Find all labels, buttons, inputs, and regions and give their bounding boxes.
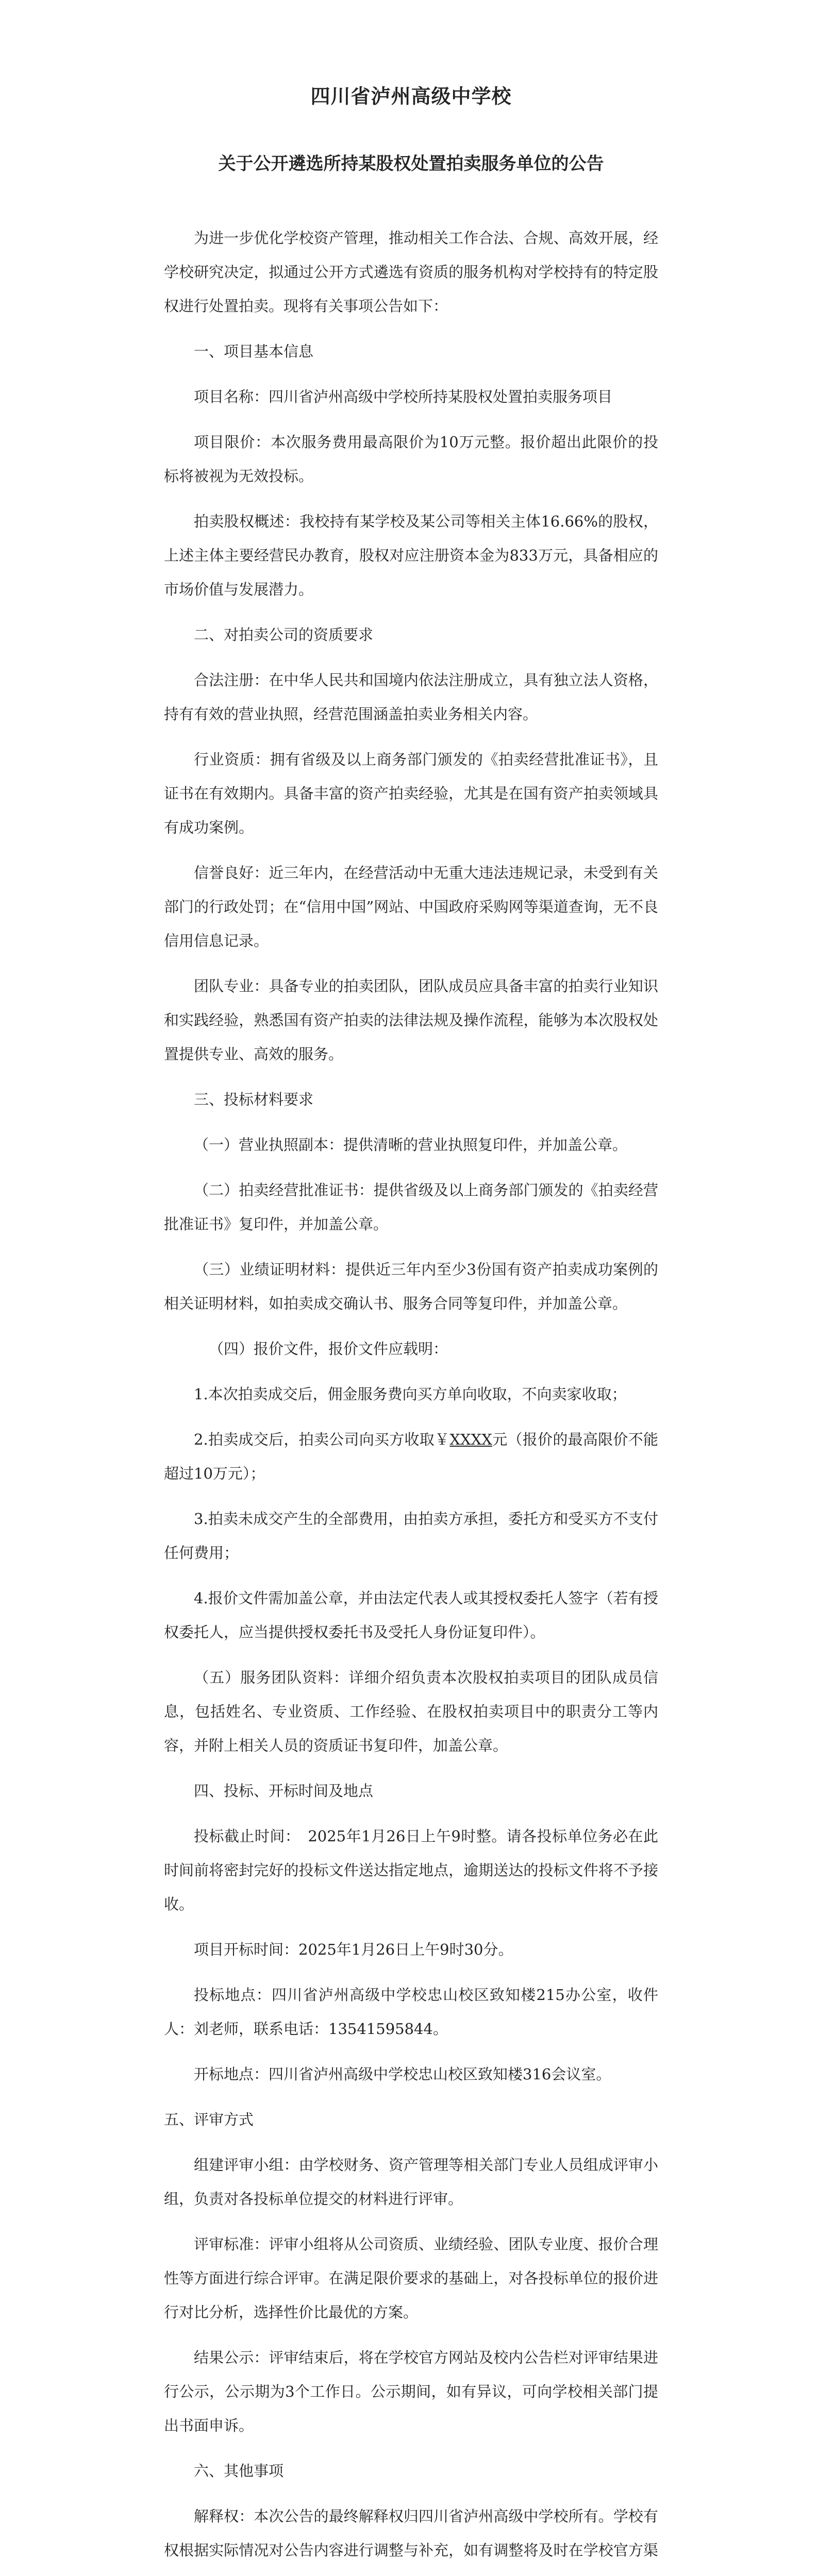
equity-overview: 拍卖股权概述：我校持有某学校及某公司等相关主体16.66%的股权，上述主体主要经营民办教育，股权对应注册资本金为833万元，具备相应的市场价值与发展潜力。 <box>164 512 658 598</box>
req-legal-registration: 合法注册：在中华人民共和国境内依法注册成立，具有独立法人资格，持有有效的营业执照，经营范围涵盖拍卖业务相关内容。 <box>164 671 658 723</box>
review-result-publicity: 结果公示：评审结束后，将在学校官方网站及校内公告栏对评审结果进行公示，公示期为3个工作日。公示期间，如有异议，可向学校相关部门提出书面申诉。 <box>164 2348 658 2434</box>
intro-paragraph: 为进一步优化学校资产管理，推动相关工作合法、合规、高效开展，经学校研究决定，拟通过公开方式遴选有资质的服务机构对学校持有的特定股权进行处置拍卖。现将有关事项公告如下： <box>164 229 658 315</box>
quotation-item-2-post: 元（报价的最高限价不能超过10万元）； <box>164 1430 658 1482</box>
quotation-item-2 <box>164 1422 658 1490</box>
section-1-heading: 一、项目基本信息 <box>194 342 314 360</box>
material-service-team: （五）服务团队资料：详细介绍负责本次股权拍卖项目的团队成员信息，包括姓名、专业资质、工作经验、在股权拍卖项目中的职责分工等内容，并附上相关人员的资质证书复印件，加盖公章。 <box>164 1668 658 1754</box>
req-good-credit: 信誉良好：近三年内，在经营活动中无重大违法违规记录，未受到有关部门的行政处罚；在“信用中国”网站、中国政府采购网等渠道查询，无不良信用信息记录。 <box>164 863 658 950</box>
material-performance-proof: （三）业绩证明材料：提供近三年内至少3份国有资产拍卖成功案例的相关证明材料，如拍卖成交确认书、服务合同等复印件，并加盖公章。 <box>164 1260 658 1312</box>
req-industry-qualification: 行业资质：拥有省级及以上商务部门颁发的《拍卖经营批准证书》，且证书在有效期内。具备丰富的资产拍卖经验，尤其是在国有资产拍卖领域具有成功案例。 <box>164 750 658 836</box>
quotation-item-3: 3.拍卖未成交产生的全部费用，由拍卖方承担，委托方和受买方不支付任何费用； <box>164 1510 658 1562</box>
notice-title: 关于公开遴选所持某股权处置拍卖服务单位的公告 <box>218 154 604 175</box>
quotation-item-4: 4.报价文件需加盖公章，并由法定代表人或其授权委托人签字（若有授权委托人，应当提供授权委托书及受托人身份证复印件）。 <box>164 1589 658 1641</box>
project-name: 项目名称：四川省泸州高级中学校所持某股权处置拍卖服务项目 <box>194 387 613 405</box>
section-3-heading: 三、投标材料要求 <box>194 1090 314 1108</box>
review-panel: 组建评审小组：由学校财务、资产管理等相关部门专业人员组成评审小组，负责对各投标单位提交的材料进行评审。 <box>164 2156 658 2208</box>
section-5-heading: 五、评审方式 <box>164 2110 254 2128</box>
quotation-amount-blank: XXXX <box>449 1430 492 1448</box>
req-professional-team: 团队专业：具备专业的拍卖团队，团队成员应具备丰富的拍卖行业知识和实践经验，熟悉国有资产拍卖的法律法规及操作流程，能够为本次股权处置提供专业、高效的服务。 <box>164 977 658 1063</box>
quotation-item-1: 1.本次拍卖成交后，佣金服务费向买方单向收取，不向卖家收取； <box>194 1385 627 1403</box>
bid-open-time: 项目开标时间：2025年1月26日上午9时30分。 <box>194 1940 513 1958</box>
material-auction-certificate: （二）拍卖经营批准证书：提供省级及以上商务部门颁发的《拍卖经营批准证书》复印件，并加盖公章。 <box>164 1181 658 1233</box>
project-price-limit: 项目限价：本次服务费用最高限价为10万元整。报价超出此限价的投标将被视为无效投标。 <box>164 433 658 485</box>
bid-open-location: 开标地点：四川省泸州高级中学校忠山校区致知楼316会议室。 <box>194 2065 611 2083</box>
section-4-heading: 四、投标、开标时间及地点 <box>194 1782 374 1800</box>
section-6-heading: 六、其他事项 <box>194 2462 284 2480</box>
material-business-license: （一）营业执照副本：提供清晰的营业执照复印件，并加盖公章。 <box>194 1136 628 1154</box>
quotation-item-2-pre: 2.拍卖成交后，拍卖公司向买方收取￥ <box>194 1430 450 1448</box>
review-criteria: 评审标准：评审小组将从公司资质、业绩经验、团队专业度、报价合理性等方面进行综合评审。在满足限价要求的基础上，对各投标单位的报价进行对比分析，选择性价比最优的方案。 <box>164 2235 658 2321</box>
material-quotation-heading: （四）报价文件，报价文件应载明： <box>209 1340 448 1358</box>
right-of-interpretation: 解释权：本次公告的最终解释权归四川省泸州高级中学校所有。学校有权根据实际情况对公告内容进行调整与补充，如有调整将及时在学校官方渠 <box>164 2507 658 2559</box>
section-2-heading: 二、对拍卖公司的资质要求 <box>194 625 374 643</box>
bid-location: 投标地点：四川省泸州高级中学校忠山校区致知楼215办公室，收件人：刘老师，联系电话：13541595844。 <box>164 1986 658 2038</box>
bid-deadline: 投标截止时间： 2025年1月26日上午9时整。请各投标单位务必在此时间前将密封完好的投标文件送达指定地点，逾期送达的投标文件将不予接收。 <box>164 1827 658 1913</box>
school-title: 四川省泸州高级中学校 <box>310 84 512 108</box>
